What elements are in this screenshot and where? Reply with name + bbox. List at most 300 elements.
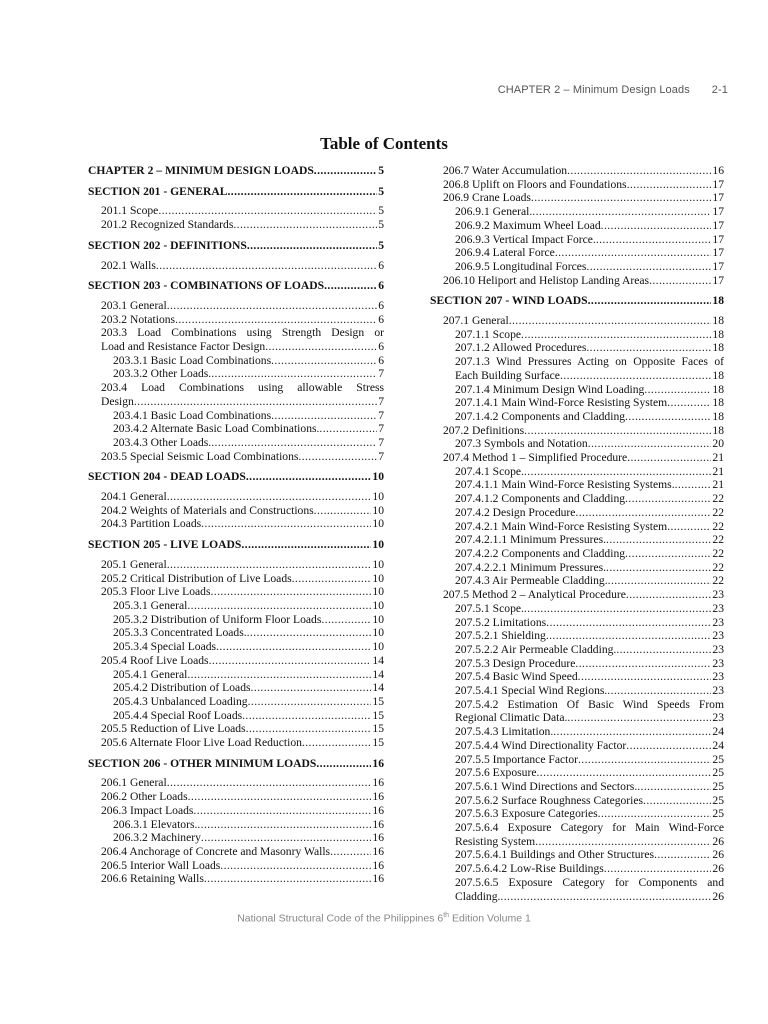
toc-section-heading[interactable]: [88, 239, 384, 253]
toc-entry[interactable]: [430, 780, 724, 794]
toc-entry-label: 207.1.4 Minimum Design Wind Loading: [455, 382, 645, 396]
toc-entry-page: 18: [712, 341, 724, 355]
toc-entry[interactable]: [430, 533, 724, 547]
toc-entry[interactable]: [88, 450, 384, 464]
dot-leader: [649, 274, 711, 288]
dot-leader: [524, 602, 711, 616]
toc-entry-page: 16: [372, 756, 384, 770]
toc-entry-label: SECTION 207 - WIND LOADS: [430, 294, 588, 308]
toc-entry[interactable]: [88, 299, 384, 313]
toc-entry-page: 22: [712, 546, 724, 560]
toc-entry-page: 10: [372, 490, 384, 504]
toc-entry-page: 5: [378, 204, 384, 218]
toc-entry[interactable]: [88, 367, 384, 381]
toc-entry-page: 21: [712, 451, 724, 465]
toc-entry[interactable]: [88, 722, 384, 736]
toc-entry[interactable]: [430, 520, 724, 534]
dot-leader: [531, 191, 712, 205]
toc-entry[interactable]: [88, 613, 384, 627]
toc-entry-label: 207.4.2.2 Components and Cladding: [455, 546, 626, 560]
footer-superscript: th: [443, 912, 450, 919]
toc-entry[interactable]: [430, 451, 724, 465]
toc-entry-page: 25: [712, 807, 724, 821]
toc-entry[interactable]: [430, 506, 724, 520]
dot-leader: [204, 872, 372, 886]
toc-entry[interactable]: [88, 790, 384, 804]
toc-section-heading[interactable]: [88, 279, 384, 293]
toc-entry-page: 10: [372, 626, 384, 640]
toc-entry[interactable]: [430, 478, 724, 492]
toc-entry-page: 7: [378, 422, 384, 436]
toc-entry-label: Design: [101, 394, 134, 408]
toc-entry[interactable]: [430, 670, 724, 684]
toc-entry-label: 206.9.1 General.: [455, 205, 533, 219]
toc-left-column: [88, 164, 384, 886]
toc-entry-label: CHAPTER 2 – MINIMUM DESIGN LOADS: [88, 164, 314, 177]
toc-entry-label: 207.1.2 Allowed Procedures: [455, 341, 587, 355]
toc-entry-label-line1: 207.1.3 Wind Pressures Acting on Opposite Faces of: [455, 355, 724, 369]
toc-entry[interactable]: [88, 736, 384, 750]
toc-entry[interactable]: [430, 588, 724, 602]
toc-entry-page: 10: [372, 571, 384, 585]
toc-section-heading[interactable]: [88, 470, 384, 484]
toc-entry[interactable]: [430, 396, 724, 410]
dot-leader: [167, 776, 372, 790]
dot-leader: [546, 616, 711, 630]
toc-entry[interactable]: [88, 599, 384, 613]
toc-right-column: [430, 164, 724, 903]
toc-entry-page: 16: [372, 790, 384, 804]
toc-entry-label: 206.1 General: [101, 776, 167, 790]
dot-leader: [509, 314, 712, 328]
toc-entry[interactable]: [88, 517, 384, 531]
dot-leader: [625, 547, 711, 561]
dot-leader: [197, 818, 371, 832]
toc-entry[interactable]: [430, 191, 724, 205]
toc-entry[interactable]: [88, 490, 384, 504]
toc-entry[interactable]: [88, 626, 384, 640]
toc-entry-label: 206.3.1 Elevators.: [113, 817, 198, 831]
toc-entry-label: 207.5.4.1 Special Wind Regions.: [455, 684, 608, 698]
toc-entry-label: 203.4.3 Other Loads.: [113, 435, 212, 449]
toc-entry[interactable]: [88, 422, 384, 436]
toc-entry-label: 203.5 Special Seismic Load Combinations: [101, 449, 299, 463]
toc-entry[interactable]: [430, 410, 724, 424]
dot-leader: [324, 279, 377, 293]
toc-entry[interactable]: [88, 872, 384, 886]
toc-entry-label: 201.1 Scope: [101, 204, 159, 218]
toc-entry-page: 26: [712, 862, 724, 876]
dot-leader: [606, 533, 711, 547]
toc-entry-label: 205.3.3 Concentrated Loads.: [113, 626, 247, 640]
toc-entry-label: 205.3 Floor Live Loads: [101, 585, 211, 599]
toc-entry-label: 207.4.3 Air Permeable Cladding.: [455, 574, 608, 588]
toc-entry-label: 207.4.1.2 Components and Cladding: [455, 492, 626, 506]
dot-leader: [319, 422, 377, 436]
toc-entry-page: 23: [712, 615, 724, 629]
dot-leader: [167, 558, 372, 572]
toc-entry[interactable]: [88, 776, 384, 790]
dot-leader: [314, 504, 372, 518]
toc-section-heading[interactable]: [88, 538, 384, 552]
dot-leader: [625, 492, 711, 506]
toc-entry-page: 24: [712, 725, 724, 739]
toc-entry-label: 207.4.1 Scope.: [455, 464, 524, 478]
toc-entry-page: 5: [378, 164, 384, 177]
toc-entry[interactable]: [430, 821, 724, 848]
page-footer: [0, 912, 768, 925]
toc-entry[interactable]: [88, 585, 384, 599]
toc-entry[interactable]: [430, 424, 724, 438]
toc-entry-label-line1: 207.5.4.2 Estimation Of Basic Wind Speeds From: [455, 697, 724, 711]
toc-entry-label: 205.4 Roof Live Loads: [101, 653, 209, 667]
toc-entry-page: 23: [712, 629, 724, 643]
toc-entry-page: 16: [372, 776, 384, 790]
toc-entry-label: 206.6 Retaining Walls: [101, 872, 204, 886]
toc-entry[interactable]: [430, 233, 724, 247]
toc-entry[interactable]: [88, 572, 384, 586]
toc-entry[interactable]: [430, 753, 724, 767]
dot-leader: [188, 790, 372, 804]
toc-entry[interactable]: [430, 383, 724, 397]
toc-entry-label: 205.4.3 Unbalanced Loading: [113, 694, 248, 708]
toc-entry-label: 201.2 Recognized Standards: [101, 218, 234, 232]
dot-leader: [604, 862, 712, 876]
toc-entry[interactable]: [430, 739, 724, 753]
dot-leader: [606, 561, 711, 575]
toc-entry-page: 10: [372, 640, 384, 654]
dot-leader: [524, 424, 711, 438]
dot-leader: [247, 239, 377, 253]
toc-entry-label: 207.4.2 Design Procedure: [455, 505, 576, 519]
toc-entry[interactable]: [88, 831, 384, 845]
toc-entry-page: 18: [712, 294, 724, 308]
toc-entry[interactable]: [430, 629, 724, 643]
toc-entry-page: 6: [378, 279, 384, 293]
dot-leader: [637, 780, 711, 794]
toc-entry[interactable]: [88, 313, 384, 327]
dot-leader: [248, 695, 372, 709]
toc-entry-page: 10: [372, 612, 384, 626]
dot-leader: [316, 757, 371, 771]
toc-entry-page: 18: [712, 396, 724, 410]
dot-leader: [667, 520, 711, 534]
dot-leader: [532, 205, 711, 219]
toc-entry-page: 25: [712, 793, 724, 807]
toc-entry-page: 5: [378, 218, 384, 232]
dot-leader: [546, 629, 712, 643]
toc-entry[interactable]: [430, 274, 724, 288]
dot-leader: [555, 246, 712, 260]
toc-entry-page: 10: [372, 538, 384, 552]
dot-leader: [298, 450, 377, 464]
toc-entry-page: 7: [378, 367, 384, 381]
dot-leader: [625, 410, 711, 424]
toc-entry-label: 207.5.6.2 Surface Roughness Categories: [455, 793, 644, 807]
toc-entry[interactable]: [88, 381, 384, 408]
dot-leader: [588, 294, 712, 308]
toc-entry[interactable]: [88, 558, 384, 572]
toc-entry[interactable]: [430, 698, 724, 725]
toc-entry-page: 10: [372, 557, 384, 571]
toc-entry-label: 206.9 Crane Loads: [443, 191, 531, 205]
toc-entry-label: 205.6 Alternate Floor Live Load Reduction: [101, 736, 302, 750]
toc-entry-page: 17: [712, 205, 724, 219]
dot-leader: [567, 164, 711, 178]
toc-entry-page: 16: [372, 831, 384, 845]
dot-leader: [626, 588, 712, 602]
toc-entry-label: 206.3.2 Machinery: [113, 831, 201, 845]
toc-entry-page: 6: [378, 340, 384, 354]
toc-entry-page: 21: [712, 464, 724, 478]
toc-entry-label-line1: 203.4 Load Combinations using allowable Stress: [101, 381, 384, 395]
toc-entry-label: 207.5.2.2 Air Permeable Cladding.: [455, 642, 617, 656]
toc-entry-page: 5: [378, 184, 384, 198]
toc-entry[interactable]: [88, 326, 384, 353]
toc-entry[interactable]: [430, 616, 724, 630]
toc-entry-page: 17: [712, 191, 724, 205]
toc-entry-label: 202.1 Walls: [101, 258, 156, 272]
toc-entry[interactable]: [430, 314, 724, 328]
toc-entry-page: 10: [372, 503, 384, 517]
toc-entry-page: 7: [378, 449, 384, 463]
dot-leader: [553, 725, 711, 739]
dot-leader: [209, 654, 372, 668]
toc-entry[interactable]: [430, 355, 724, 382]
toc-entry-label: 205.5 Reduction of Live Loads: [101, 722, 246, 736]
dot-leader: [216, 640, 371, 654]
toc-entry-page: 7: [378, 435, 384, 449]
dot-leader: [521, 328, 711, 342]
dot-leader: [644, 383, 711, 397]
footer-text: National Structural Code of the Philippines 6: [237, 912, 444, 925]
toc-entry[interactable]: [88, 818, 384, 832]
toc-entry[interactable]: [430, 492, 724, 506]
toc-entry-label: 207.5.6.3 Exposure Categories: [455, 807, 598, 821]
toc-entry[interactable]: [430, 766, 724, 780]
toc-entry-label: 206.10 Heliport and Helistop Landing Areas: [443, 273, 650, 287]
toc-entry[interactable]: [430, 876, 724, 903]
toc-entry[interactable]: [430, 684, 724, 698]
dot-leader: [246, 470, 372, 484]
toc-entry-label: 207.5.6 Exposure: [455, 766, 537, 780]
toc-entry-page: 25: [712, 779, 724, 793]
toc-entry[interactable]: [430, 643, 724, 657]
dot-leader: [233, 218, 377, 232]
dot-leader: [654, 848, 711, 862]
toc-entry-page: 14: [372, 667, 384, 681]
toc-entry-page: 23: [712, 656, 724, 670]
toc-entry-label: 207.5.2 Limitations: [455, 615, 547, 629]
toc-entry[interactable]: [88, 695, 384, 709]
dot-leader: [201, 517, 371, 531]
toc-entry-label: 207.5.2.1 Shielding: [455, 629, 546, 643]
dot-leader: [627, 178, 712, 192]
toc-entry-label: 207.4.2.1.1 Minimum Pressures.: [455, 533, 607, 547]
dot-leader: [578, 670, 712, 684]
running-header: [498, 84, 728, 96]
toc-entry[interactable]: [430, 547, 724, 561]
toc-entry-label: Load and Resistance Factor Design: [101, 340, 266, 354]
toc-entry-page: 7: [378, 408, 384, 422]
toc-entry-label: 204.3 Partition Loads: [101, 517, 202, 531]
toc-entry-page: 15: [372, 694, 384, 708]
toc-entry[interactable]: [430, 807, 724, 821]
dot-leader: [167, 299, 378, 313]
toc-section-heading[interactable]: [88, 757, 384, 771]
toc-entry[interactable]: [88, 859, 384, 873]
toc-entry-label: 205.1 General: [101, 557, 167, 571]
toc-entry-label-line1: 203.3 Load Combinations using Strength Design or: [101, 326, 384, 340]
toc-entry[interactable]: [88, 804, 384, 818]
toc-entry[interactable]: [430, 341, 724, 355]
page-number: 2-1: [711, 84, 728, 96]
toc-entry-label: 207.2 Definitions: [443, 423, 525, 437]
dot-leader: [271, 354, 377, 368]
toc-entry-label: 207.5.6.1 Wind Directions and Sectors.: [455, 779, 638, 793]
toc-entry-label: 205.3.2 Distribution of Uniform Floor Loads: [113, 612, 322, 626]
toc-entry-page: 24: [712, 738, 724, 752]
toc-section-heading[interactable]: [88, 164, 384, 178]
toc-entry-label: 206.2 Other Loads: [101, 790, 188, 804]
toc-entry-page: 17: [712, 232, 724, 246]
toc-entry-label: SECTION 204 - DEAD LOADS: [88, 470, 246, 484]
dot-leader: [535, 835, 711, 849]
toc-section-heading[interactable]: [88, 185, 384, 199]
toc-entry-label: 206.9.2 Maximum Wheel Load: [455, 218, 601, 232]
toc-entry-label: 205.4.4 Special Roof Loads: [113, 708, 243, 722]
toc-entry-label: 206.9.4 Lateral Force: [455, 246, 555, 260]
toc-entry[interactable]: [430, 246, 724, 260]
toc-entry-label: 204.1 General: [101, 490, 167, 504]
toc-entry-label: 203.4.1 Basic Load Combinations: [113, 408, 272, 422]
dot-leader: [246, 722, 372, 736]
toc-entry[interactable]: [430, 561, 724, 575]
toc-entry-page: 23: [712, 601, 724, 615]
toc-entry[interactable]: [88, 654, 384, 668]
toc-entry-label-line1: 207.5.6.5 Exposure Category for Components and: [455, 875, 724, 889]
dot-leader: [167, 490, 372, 504]
toc-entry[interactable]: [430, 164, 724, 178]
page-title: Table of Contents: [320, 134, 448, 153]
toc-entry-page: 10: [372, 585, 384, 599]
toc-entry-page: 14: [372, 653, 384, 667]
toc-entry-label: 206.9.5 Longitudinal Forces: [455, 259, 587, 273]
toc-entry-label: 206.8 Uplift on Floors and Foundations: [443, 177, 627, 191]
dot-leader: [210, 585, 371, 599]
dot-leader: [302, 736, 371, 750]
dot-leader: [575, 506, 711, 520]
toc-entry-label: Resisting System: [455, 834, 536, 848]
dot-leader: [321, 613, 371, 627]
toc-entry-label: 205.3.4 Special Loads: [113, 640, 217, 654]
toc-entry-page: 15: [372, 722, 384, 736]
toc-section-heading[interactable]: [430, 294, 724, 308]
toc-entry-label: 207.4.2.1 Main Wind-Force Resisting System: [455, 519, 668, 533]
toc-entry-label: 203.4.2 Alternate Basic Load Combinations.: [113, 422, 320, 436]
dot-leader: [247, 626, 372, 640]
toc-entry[interactable]: [88, 218, 384, 232]
dot-leader: [627, 451, 711, 465]
toc-entry[interactable]: [430, 219, 724, 233]
toc-entry[interactable]: [88, 640, 384, 654]
toc-entry[interactable]: [430, 794, 724, 808]
toc-entry-label: SECTION 205 - LIVE LOADS: [88, 538, 242, 552]
toc-entry[interactable]: [88, 259, 384, 273]
toc-entry[interactable]: [430, 178, 724, 192]
toc-entry-page: 22: [712, 574, 724, 588]
dot-leader: [667, 396, 711, 410]
toc-entry-page: 23: [712, 711, 724, 725]
toc-entry-page: 15: [372, 708, 384, 722]
toc-entry[interactable]: [430, 848, 724, 862]
toc-entry[interactable]: [430, 328, 724, 342]
dot-leader: [187, 668, 371, 682]
dot-leader: [251, 681, 372, 695]
toc-entry-label: 205.3.1 General: [113, 598, 188, 612]
dot-leader: [330, 845, 371, 859]
dot-leader: [211, 367, 377, 381]
dot-leader: [578, 753, 711, 767]
toc-entry-label: 207.1.4.2 Components and Cladding: [455, 409, 626, 423]
toc-entry-label: SECTION 201 - GENERAL: [88, 184, 228, 198]
dot-leader: [524, 465, 711, 479]
toc-entry[interactable]: [430, 602, 724, 616]
toc-entry[interactable]: [430, 437, 724, 451]
toc-entry[interactable]: [430, 260, 724, 274]
toc-entry-page: 18: [712, 409, 724, 423]
toc-entry[interactable]: [430, 574, 724, 588]
toc-entry[interactable]: [88, 668, 384, 682]
dot-leader: [560, 369, 711, 383]
dot-leader: [265, 340, 377, 354]
toc-entry[interactable]: [88, 681, 384, 695]
toc-entry[interactable]: [88, 709, 384, 723]
toc-entry-page: 25: [712, 766, 724, 780]
dot-leader: [156, 259, 377, 273]
toc-entry[interactable]: [430, 657, 724, 671]
dot-leader: [292, 572, 372, 586]
toc-entry-label-line1: 207.5.6.4 Exposure Category for Main Wind-Force: [455, 821, 724, 835]
toc-entry-page: 18: [712, 314, 724, 328]
footer-text-end: Edition Volume 1: [449, 912, 531, 925]
toc-entry-page: 6: [378, 258, 384, 272]
toc-entry-page: 17: [712, 246, 724, 260]
toc-entry-label: 207.5.1 Scope.: [455, 601, 524, 615]
toc-entry[interactable]: [88, 845, 384, 859]
toc-entry-page: 17: [712, 259, 724, 273]
toc-entry[interactable]: [88, 409, 384, 423]
toc-entry-label: 205.4.1 General: [113, 667, 188, 681]
toc-entry-label: SECTION 202 - DEFINITIONS: [88, 238, 247, 252]
toc-entry-page: 17: [712, 273, 724, 287]
toc-entry[interactable]: [430, 205, 724, 219]
dot-leader: [227, 185, 377, 199]
dot-leader: [314, 164, 377, 178]
toc-entry[interactable]: [88, 204, 384, 218]
toc-entry-label: Cladding.: [455, 889, 501, 903]
toc-entry[interactable]: [430, 465, 724, 479]
toc-entry[interactable]: [88, 436, 384, 450]
dot-leader: [175, 313, 377, 327]
dot-leader: [242, 709, 371, 723]
toc-entry-page: 20: [712, 437, 724, 451]
toc-entry[interactable]: [88, 354, 384, 368]
toc-entry[interactable]: [88, 504, 384, 518]
toc-entry[interactable]: [430, 862, 724, 876]
toc-entry-page: 6: [378, 312, 384, 326]
toc-entry[interactable]: [430, 725, 724, 739]
